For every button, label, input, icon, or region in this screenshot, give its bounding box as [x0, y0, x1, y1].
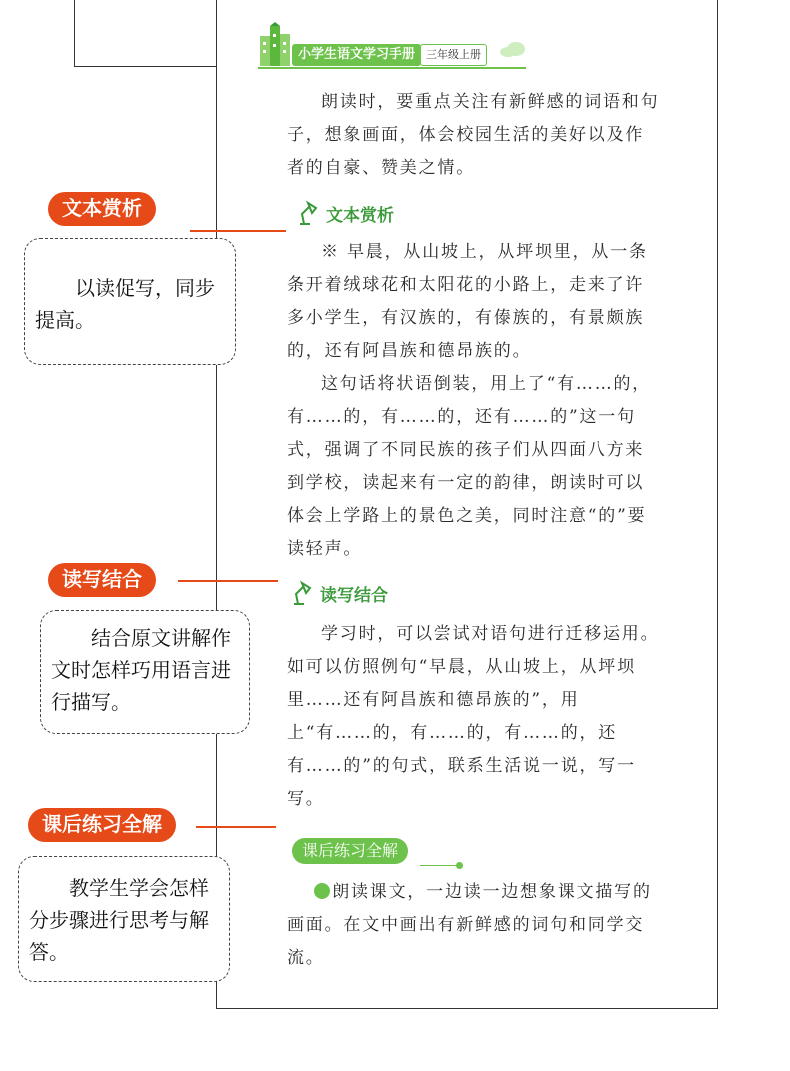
exercise-number-icon — [314, 883, 330, 899]
callout-note-exercises — [18, 856, 230, 982]
desk-lamp-icon — [296, 200, 320, 226]
callout-tag-exercises: 课后练习全解 — [28, 808, 176, 842]
callout-note-appreciation — [24, 238, 236, 365]
callout-connector — [190, 230, 286, 232]
exercises-heading-dot — [456, 862, 463, 869]
intro-paragraph: 朗读时，要重点关注有新鲜感的词语和句子，想象画面，体会校园生活的美好以及作者的自豪、赞美之情。 — [287, 92, 660, 178]
reading-writing-heading-label: 读写结合 — [320, 585, 388, 606]
appreciation-heading-label: 文本赏析 — [326, 205, 394, 226]
exercises-heading-rule — [420, 865, 460, 866]
callout-note-text: 结合原文讲解作文时怎样巧用语言进行描写。 — [51, 628, 231, 714]
desk-lamp-icon — [290, 580, 314, 606]
grade-label: 三年级上册 — [420, 44, 487, 66]
callout-note-text: 教学生学会怎样分步骤进行思考与解答。 — [29, 878, 209, 964]
callout-note-reading-writing — [40, 610, 250, 734]
exercises-paragraph — [287, 876, 661, 975]
reading-writing-heading — [290, 580, 388, 606]
appreciation-heading — [296, 200, 394, 226]
callout-note-text: 以读促写，同步提高。 — [35, 278, 215, 332]
callout-connector — [196, 826, 276, 828]
school-building-icon — [258, 22, 294, 68]
previous-page-edge — [74, 0, 218, 67]
exercises-text: 朗读课文，一边读一边想象课文描写的画面。在文中画出有新鲜感的词句和同学交流。 — [287, 882, 652, 968]
cloud-icon — [498, 40, 528, 58]
book-title: 小学生语文学习手册 — [292, 44, 421, 66]
reading-writing-paragraph: 学习时，可以尝试对语句进行迁移运用。如可以仿照例句“早晨，从山坡上，从坪坝里……还有阿昌族和德昂族的”，用上“有……的，有……的，有……的，还有……的”的句式，联系生活说一说，写一写。 — [287, 624, 660, 809]
appreciation-quote: ※ 早晨，从山坡上，从坪坝里，从一条条开着绒球花和太阳花的小路上，走来了许多小学生，有汉族的，有傣族的，有景颇族的，还有阿昌族和德昂族的。 — [287, 242, 648, 361]
exercises-heading: 课后练习全解 — [292, 838, 408, 864]
header-rule — [258, 67, 526, 69]
callout-tag-reading-writing: 读写结合 — [48, 563, 156, 597]
appreciation-analysis: 这句话将状语倒装，用上了“有……的，有……的，有……的，还有……的”这一句式，强调了不同民族的孩子们从四面八方来到学校，读起来有一定的韵律，朗读时可以体会上学路上的景色之美，同时注意“的”要读轻声。 — [287, 374, 652, 559]
callout-tag-appreciation: 文本赏析 — [48, 192, 156, 226]
callout-connector — [178, 580, 278, 582]
